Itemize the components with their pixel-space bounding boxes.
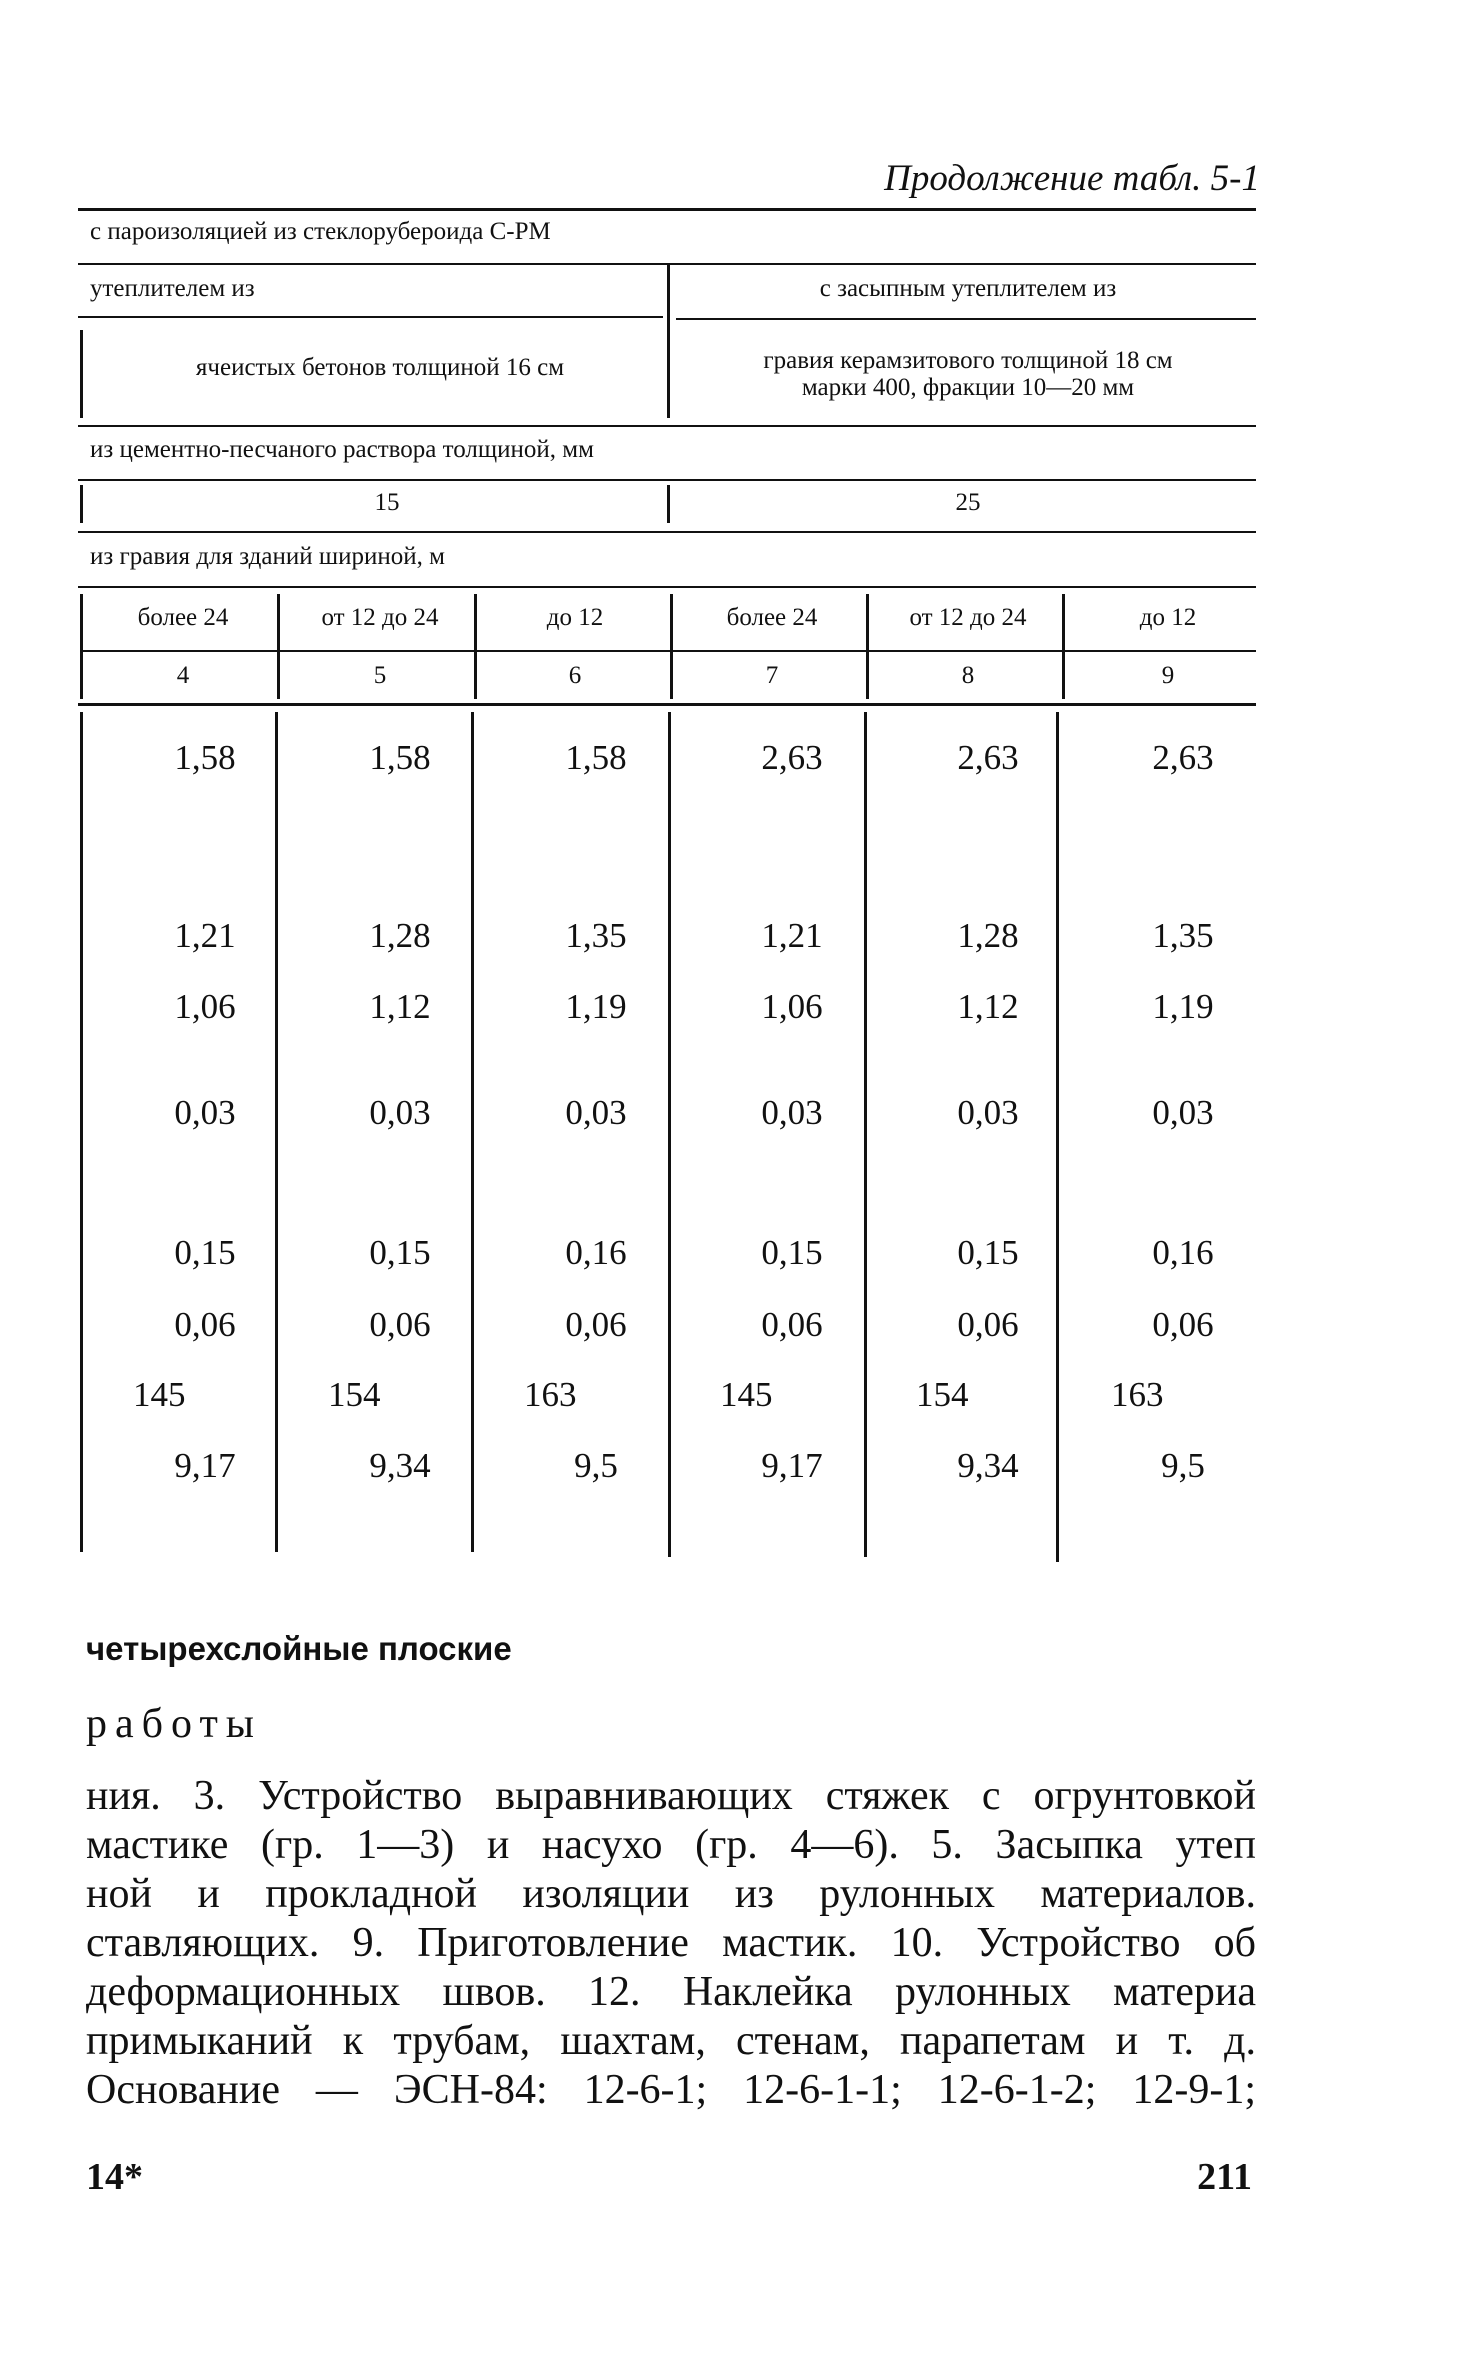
column-number: 4 [176, 662, 190, 689]
gravel-label: из гравия для зданий шириной, м [90, 543, 445, 570]
table-rule [78, 586, 1256, 588]
table-divider [668, 712, 671, 1557]
table-cell: 1,19 [1152, 987, 1214, 1026]
body-text [86, 1772, 1256, 2115]
table-cell: 1,35 [565, 916, 627, 955]
table-cell: 0,03 [1152, 1093, 1214, 1132]
table-divider [80, 330, 83, 418]
table-cell: 0,03 [957, 1093, 1019, 1132]
table-cell: 0,06 [369, 1305, 431, 1344]
table-cell: 0,03 [761, 1093, 823, 1132]
text-line: мастике (гр. 1—3) и насухо (гр. 4—6). 5. Засыпка утеп [86, 1822, 1256, 1868]
table-cell: 9,34 [957, 1446, 1019, 1485]
table-cell: 145 [720, 1375, 773, 1414]
table-cell: 0,15 [957, 1233, 1019, 1272]
table-cell: 0,03 [369, 1093, 431, 1132]
table-cell: 1,35 [1152, 916, 1214, 955]
table-divider [1062, 594, 1065, 699]
column-number: 5 [373, 662, 387, 689]
table-divider [275, 712, 278, 1552]
table-divider [80, 594, 83, 699]
text-line: ния. 3. Устройство выравнивающих стяжек с огрунтовкой [86, 1773, 1256, 1819]
table-cell: 0,15 [174, 1233, 236, 1272]
page-number: 211 [1197, 2156, 1252, 2198]
table-cell: 1,58 [369, 738, 431, 777]
table-cell: 0,06 [957, 1305, 1019, 1344]
works-label: работы [86, 1701, 263, 1747]
table-cell: 163 [524, 1375, 577, 1414]
table-cell: 1,21 [761, 916, 823, 955]
table-divider [866, 594, 869, 699]
text-line: примыканий к трубам, шахтам, стенам, парапетам и т. д. [86, 2018, 1256, 2064]
text-line: Основание — ЭСН-84: 12-6-1; 12-6-1-1; 12-6-1-2; 12-9-1; [86, 2067, 1256, 2113]
table-cell: 1,12 [957, 987, 1019, 1026]
material-left-label: ячеистых бетонов толщиной 16 см [195, 354, 565, 381]
table-rule [78, 316, 663, 318]
table-rule [78, 703, 1256, 706]
insulation-right-label: с засыпным утеплителем из [819, 275, 1117, 302]
table-cell: 1,12 [369, 987, 431, 1026]
table-cell: 1,06 [174, 987, 236, 1026]
table-cell: 9,34 [369, 1446, 431, 1485]
text-line: ной и прокладной изоляции из рулонных материалов. [86, 1871, 1256, 1917]
table-cell: 154 [328, 1375, 381, 1414]
footer-signature: 14* [86, 2156, 143, 2198]
table-cell: 0,16 [565, 1233, 627, 1272]
table-rule [78, 479, 1256, 481]
column-number: 8 [961, 662, 975, 689]
section-heading: четырехслойные плоские [86, 1630, 512, 1667]
width-header: от 12 до 24 [321, 604, 439, 631]
table-cell: 1,19 [565, 987, 627, 1026]
table-divider [667, 485, 670, 523]
material-right-line1: гравия керамзитового толщиной 18 см [763, 347, 1173, 374]
width-header: до 12 [546, 604, 604, 631]
table-cell: 1,21 [174, 916, 236, 955]
width-header: более 24 [726, 604, 818, 631]
table-cell: 9,17 [761, 1446, 823, 1485]
text-line: ставляющих. 9. Приготовление мастик. 10. Устройство об [86, 1920, 1256, 1966]
table-divider [474, 594, 477, 699]
table-rule [676, 318, 1256, 320]
screed-label: из цементно-песчаного раствора толщиной, мм [90, 436, 594, 463]
table-cell: 145 [133, 1375, 186, 1414]
table-cell: 1,28 [957, 916, 1019, 955]
table-rule [82, 650, 1256, 652]
text-line: деформационных швов. 12. Наклейка рулонных материа [86, 1969, 1256, 2015]
vapor-row-label: с пароизоляцией из стеклорубероида С-РМ [90, 218, 551, 245]
table-cell: 1,58 [565, 738, 627, 777]
table-cell: 9,5 [574, 1446, 618, 1485]
table-cell: 0,15 [761, 1233, 823, 1272]
table-divider [670, 594, 673, 699]
table-cell: 0,15 [369, 1233, 431, 1272]
width-header: от 12 до 24 [909, 604, 1027, 631]
table-rule [78, 531, 1256, 533]
table-cell: 1,58 [174, 738, 236, 777]
continuation-label: Продолжение табл. 5-1 [884, 158, 1260, 199]
table-cell: 9,17 [174, 1446, 236, 1485]
screed-value: 25 [955, 489, 981, 516]
width-header: более 24 [137, 604, 229, 631]
column-number: 6 [568, 662, 582, 689]
table-cell: 0,06 [174, 1305, 236, 1344]
table-cell: 2,63 [761, 738, 823, 777]
width-header: до 12 [1139, 604, 1197, 631]
table-cell: 2,63 [1152, 738, 1214, 777]
table-rule [78, 425, 1256, 427]
table-cell: 163 [1111, 1375, 1164, 1414]
table-cell: 0,03 [565, 1093, 627, 1132]
table-divider [277, 594, 280, 699]
table-cell: 0,06 [565, 1305, 627, 1344]
table-cell: 0,06 [761, 1305, 823, 1344]
table-divider [471, 712, 474, 1552]
table-rule-top [78, 208, 1256, 211]
table-divider [864, 712, 867, 1557]
screed-value: 15 [374, 489, 400, 516]
table-cell: 154 [916, 1375, 969, 1414]
table-cell: 1,06 [761, 987, 823, 1026]
table-cell: 2,63 [957, 738, 1019, 777]
table-divider [1056, 712, 1059, 1562]
table-divider [80, 485, 83, 523]
column-number: 9 [1161, 662, 1175, 689]
table-cell: 1,28 [369, 916, 431, 955]
table-divider [667, 263, 670, 418]
insulation-left-label: утеплителем из [90, 275, 255, 302]
column-number: 7 [765, 662, 779, 689]
table-cell: 0,06 [1152, 1305, 1214, 1344]
material-right-line2: марки 400, фракции 10—20 мм [801, 374, 1135, 401]
table-cell: 0,16 [1152, 1233, 1214, 1272]
table-cell: 0,03 [174, 1093, 236, 1132]
table-cell: 9,5 [1161, 1446, 1205, 1485]
table-divider [80, 712, 83, 1552]
